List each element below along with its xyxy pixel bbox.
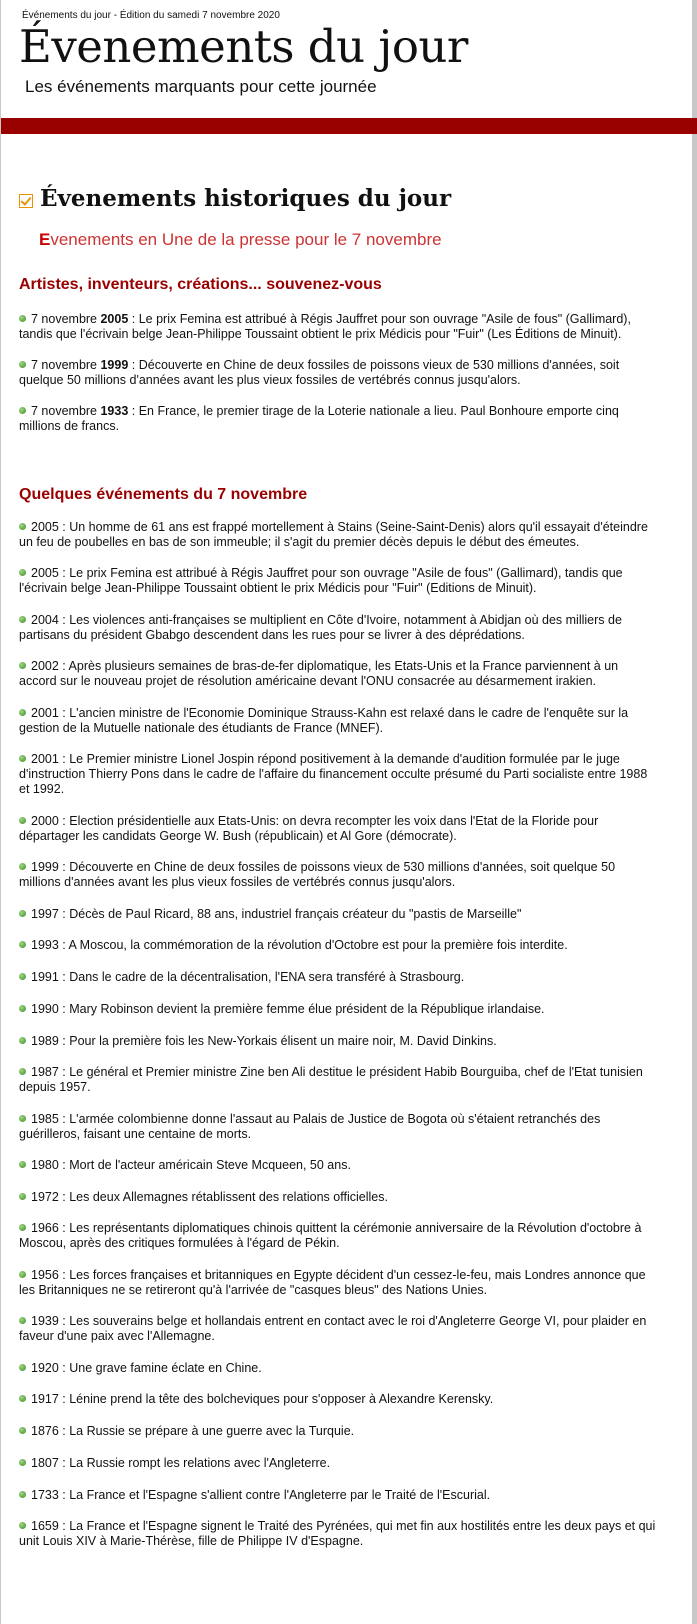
event-text: 1987 : Le général et Premier ministre Zine ben Ali destitue le président Habib Bourguiba, chef de l'Etat tunisien depuis 1957. bbox=[19, 1065, 643, 1094]
bullet-icon bbox=[19, 1364, 26, 1371]
event-item bbox=[19, 907, 659, 922]
event-text: 2001 : L'ancien ministre de l'Economie Dominique Strauss-Kahn est relaxé dans le cadre de l'enquête sur la gestion de la Mutuelle nationale des étudiants de France (MNEF). bbox=[19, 706, 629, 735]
bullet-icon bbox=[19, 1395, 26, 1402]
bullet-icon bbox=[19, 1317, 26, 1324]
event-item bbox=[19, 520, 659, 550]
bullet-icon bbox=[19, 709, 26, 716]
event-item bbox=[19, 860, 659, 890]
event-text: 1993 : A Moscou, la commémoration de la révolution d'Octobre est pour la première fois interdite. bbox=[31, 938, 568, 952]
press-headlines-link[interactable] bbox=[39, 230, 442, 250]
event-item bbox=[19, 938, 659, 953]
event-text: 1733 : La France et l'Espagne s'allient contre l'Angleterre par le Traité de l'Escurial. bbox=[31, 1488, 491, 1502]
event-item bbox=[19, 1456, 659, 1471]
event-text: : Le prix Femina est attribué à Régis Jauffret pour son ouvrage "Asile de fous" (Gallimard), tandis que l'écrivain belge Jean-Philippe Toussaint obtient le prix Médicis pour "Fuir" (Les Éditions de Minuit). bbox=[19, 312, 631, 341]
event-item bbox=[19, 1314, 659, 1344]
artists-heading: Artistes, inventeurs, créations... souvenez-vous bbox=[19, 276, 382, 293]
bullet-icon bbox=[19, 315, 26, 322]
bullet-icon bbox=[19, 662, 26, 669]
section-title: Évenements historiques du jour bbox=[40, 185, 452, 212]
event-text: 1659 : La France et l'Espagne signent le Traité des Pyrénées, qui met fin aux hostilités entre les deux pays et qui unit Louis XIV à Marie-Thérèse, fille de Philippe IV d'Espagne. bbox=[19, 1519, 656, 1548]
events-heading: Quelques événements du 7 novembre bbox=[19, 486, 308, 503]
bullet-icon bbox=[19, 1459, 26, 1466]
bullet-icon bbox=[19, 910, 26, 917]
bullet-icon bbox=[19, 1522, 26, 1529]
bullet-icon bbox=[19, 1161, 26, 1168]
event-date-prefix: 7 novembre bbox=[31, 404, 101, 418]
event-text: 2000 : Election présidentielle aux Etats-Unis: on devra recompter les voix dans l'Etat de la Floride pour départager les candidats George W. Bush (républicain) et Al Gore (démocrate). bbox=[19, 814, 599, 843]
event-text: 2005 : Un homme de 61 ans est frappé mortellement à Stains (Seine-Saint-Denis) alors qu'il essayait d'éteindre un feu de poubelles en bas de son immeuble; il s'agit du premier décès depuis le début des émeutes. bbox=[19, 520, 648, 549]
event-item bbox=[19, 1519, 659, 1549]
event-text: 1985 : L'armée colombienne donne l'assaut au Palais de Justice de Bogota où s'étaient retranchés des guérilleros, faisant une centaine de morts. bbox=[19, 1112, 601, 1141]
bullet-icon bbox=[19, 755, 26, 762]
event-text: 1980 : Mort de l'acteur américain Steve Mcqueen, 50 ans. bbox=[31, 1158, 351, 1172]
event-item bbox=[19, 1424, 659, 1439]
bullet-icon bbox=[19, 407, 26, 414]
event-item bbox=[19, 970, 659, 985]
event-item bbox=[19, 1034, 659, 1049]
event-item bbox=[19, 1268, 659, 1298]
event-text: 2005 : Le prix Femina est attribué à Régis Jauffret pour son ouvrage "Asile de fous" (Gallimard), tandis que l'écrivain belge Jean-Philippe Toussaint obtient le prix Médicis pour "Fuir" (Editions de Minuit). bbox=[19, 566, 623, 595]
event-item bbox=[19, 613, 659, 643]
bullet-icon bbox=[19, 863, 26, 870]
bullet-icon bbox=[19, 361, 26, 368]
event-year: 2005 bbox=[100, 312, 129, 326]
event-year: 1999 bbox=[100, 358, 129, 372]
event-item bbox=[19, 566, 659, 596]
site-title[interactable]: Évenements du jour bbox=[19, 20, 468, 73]
bullet-icon bbox=[19, 817, 26, 824]
event-item bbox=[19, 659, 659, 689]
bullet-icon bbox=[19, 973, 26, 980]
event-item bbox=[19, 1221, 659, 1251]
bullet-icon bbox=[19, 1037, 26, 1044]
event-item bbox=[19, 1392, 659, 1407]
bullet-icon bbox=[19, 1427, 26, 1434]
bullet-icon bbox=[19, 1193, 26, 1200]
bullet-icon bbox=[19, 1068, 26, 1075]
event-text: 1997 : Décès de Paul Ricard, 88 ans, industriel français créateur du "pastis de Marseille" bbox=[31, 907, 522, 921]
section-header bbox=[19, 185, 451, 212]
event-item bbox=[19, 1190, 659, 1205]
bullet-icon bbox=[19, 523, 26, 530]
event-text: 1966 : Les représentants diplomatiques chinois quittent la cérémonie anniversaire de la Révolution d'octobre à Moscou, après des critiques formulées à l'égard de Pékin. bbox=[19, 1221, 642, 1250]
artist-event-item bbox=[19, 404, 659, 434]
site-subtitle: Les événements marquants pour cette journée bbox=[25, 77, 377, 96]
event-item bbox=[19, 1158, 659, 1173]
bullet-icon bbox=[19, 1005, 26, 1012]
event-text: 1972 : Les deux Allemagnes rétablissent des relations officielles. bbox=[31, 1190, 388, 1204]
event-item bbox=[19, 1002, 659, 1017]
bullet-icon bbox=[19, 1491, 26, 1498]
event-text: 1939 : Les souverains belge et hollandais entrent en contact avec le roi d'Angleterre George VI, pour plaider en faveur d'une paix avec l'Allemagne. bbox=[19, 1314, 647, 1343]
event-date-prefix: 7 novembre bbox=[31, 358, 101, 372]
event-text: 1989 : Pour la première fois les New-Yorkais élisent un maire noir, M. David Dinkins. bbox=[31, 1034, 497, 1048]
event-date-prefix: 7 novembre bbox=[31, 312, 101, 326]
event-text: 1920 : Une grave famine éclate en Chine. bbox=[31, 1361, 262, 1375]
event-item bbox=[19, 1361, 659, 1376]
event-item bbox=[19, 1112, 659, 1142]
event-text: 2004 : Les violences anti-françaises se multiplient en Côte d'Ivoire, notamment à Abidjan où des milliers de partisans du président Gbabgo descendent dans les rues pour se livrer à des déprédations. bbox=[19, 613, 622, 642]
red-banner-bar bbox=[1, 118, 697, 134]
event-text: 1956 : Les forces françaises et britanniques en Egypte décident d'un cessez-le-feu, mais Londres annonce que les Britanniques ne se retireront qu'à l'arrivée de "casques bleus" des Nations Unies. bbox=[19, 1268, 646, 1297]
bullet-icon bbox=[19, 569, 26, 576]
event-item bbox=[19, 814, 659, 844]
bullet-icon bbox=[19, 1115, 26, 1122]
event-text: : En France, le premier tirage de la Loterie nationale a lieu. Paul Bonhoure emporte cinq millions de francs. bbox=[19, 404, 619, 433]
event-text: : Découverte en Chine de deux fossiles de poissons vieux de 530 millions d'années, soit quelque 50 millions d'années avant les plus vieux fossiles de vertébrés connus jusqu'alors. bbox=[19, 358, 620, 387]
event-text: 2002 : Après plusieurs semaines de bras-de-fer diplomatique, les Etats-Unis et la France parviennent à un accord sur le nouveau projet de résolution américaine devant l'ONU consacrée au désarmement irakien. bbox=[19, 659, 619, 688]
event-text: 2001 : Le Premier ministre Lionel Jospin répond positivement à la demande d'audition formulée par le juge d'instruction Thierry Pons dans le cadre de l'affaire du financement occulte présumé du Parti socialiste entre 1988 et 1992. bbox=[19, 752, 648, 796]
bullet-icon bbox=[19, 1224, 26, 1231]
event-item bbox=[19, 706, 659, 736]
event-text: 1999 : Découverte en Chine de deux fossiles de poissons vieux de 530 millions d'années, soit quelque 50 millions d'années avant les plus vieux fossiles de vertébrés connus jusqu'alors. bbox=[19, 860, 616, 889]
event-text: 1876 : La Russie se prépare à une guerre avec la Turquie. bbox=[31, 1424, 355, 1438]
artist-event-item bbox=[19, 358, 659, 388]
event-text: 1990 : Mary Robinson devient la première femme élue président de la République irlandaise. bbox=[31, 1002, 545, 1016]
artist-event-item bbox=[19, 312, 659, 342]
press-link-text: venements en Une de la presse pour le 7 novembre bbox=[50, 230, 442, 249]
edition-line: Événements du jour - Édition du samedi 7 novembre 2020 bbox=[22, 10, 280, 21]
press-link-initial: E bbox=[39, 230, 51, 249]
bullet-icon bbox=[19, 941, 26, 948]
bullet-icon bbox=[19, 1271, 26, 1278]
event-year: 1933 bbox=[100, 404, 129, 418]
event-item bbox=[19, 752, 659, 797]
checkbox-icon bbox=[19, 194, 33, 208]
event-text: 1807 : La Russie rompt les relations avec l'Angleterre. bbox=[31, 1456, 331, 1470]
bullet-icon bbox=[19, 616, 26, 623]
event-item bbox=[19, 1065, 659, 1095]
event-text: 1991 : Dans le cadre de la décentralisation, l'ENA sera transféré à Strasbourg. bbox=[31, 970, 465, 984]
event-text: 1917 : Lénine prend la tête des bolcheviques pour s'opposer à Alexandre Kerensky. bbox=[31, 1392, 494, 1406]
event-item bbox=[19, 1488, 659, 1503]
